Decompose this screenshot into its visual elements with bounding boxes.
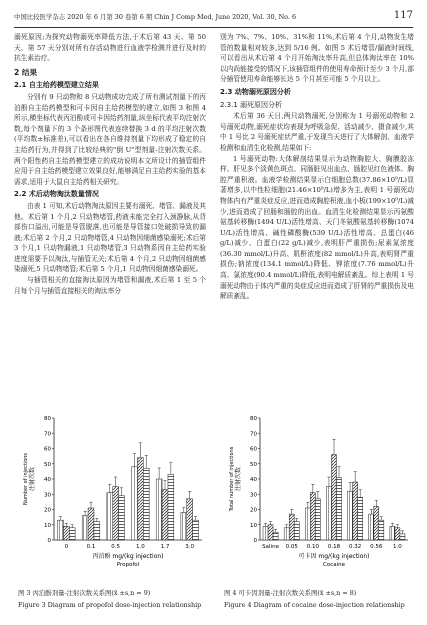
bar [294,522,299,540]
bar [162,490,168,540]
y-tick-label: 50 [44,461,51,468]
figure-4-chart [226,412,416,580]
y-tick-label: 80 [250,416,257,422]
bar [331,455,336,540]
paragraph: 别为 7%、7%、10%、31%和 11%,术后第 4 个月,动物发生堵管的数量相对较多,达到 5/16 例。如图 5 术后堵管/漏液时间线,可以看出从术后第 4 个月开始淘汰率升高,但总体淘汰率在 10%以内尚能接受的情况下,该插管组件的使用寿命预计至少 3 个月,部分插管使用寿命能够长达 5 个月甚至可能 5 个月以上。 [220,33,414,84]
x-axis-label-en: Propofol [116,562,140,568]
bar [379,520,384,540]
x-axis-label-en: Cocaine [323,562,345,568]
bar [119,496,125,540]
bar [88,508,94,540]
x-tick-label: 1.0 [393,544,402,550]
bar [69,528,75,540]
y-tick-label: 40 [250,477,257,483]
x-tick-label: 0.10 [306,544,319,550]
bar [63,526,69,540]
y-tick-label: 60 [250,446,257,453]
bar [58,520,64,540]
bar [315,499,320,540]
bar [390,526,395,540]
y-tick-label: 50 [250,461,257,468]
paragraph: 分别有 9 只动物和 8 只动物成功完成了所有测试剂量下的丙泊酚自主给药模型和可卡因自主给药模型的建立,如图 3 和图 4 所示,横坐标代表丙泊酚或可卡因给药剂量,纵坐标代表平均注射次数,每个剂量下的 3 个条形图代表连续替换 3 d 的平均注射次数(平均数±标准差),可以看出在各自维持剂量下均形成了稳定的自主给药行为,并得到了比较经典的"倒 U"型剂量-注射次数关系。两个阳性药自主给药模型建立的成功说明本文所设计的插管组件应用于自主给药模型建立效果良好,能够满足自主给药实验的基本需求,适用于大鼠自主给药相关研究。 [14,92,206,186]
bar [156,479,162,540]
x-tick-label: 0.1 [86,544,96,550]
bar [193,520,199,540]
x-tick-label: 0.32 [349,544,362,550]
figure-3-caption-en: Figure 3 Diagram of propofol dose-injection relationship [18,601,202,609]
subsection-heading: 2.1 自主给药模型建立结果 [14,81,99,90]
bar [113,487,119,540]
right-column [220,32,414,302]
journal-header: 中国比较医学杂志 2020 年 6 月第 30 卷第 6 期 Chin J Comp Med, June 2020, Vol. 30, No. 6 [14,13,297,21]
bar [187,499,193,540]
bar [284,528,289,540]
bar [374,506,379,540]
x-tick-label: 3.0 [185,544,195,550]
bar [337,477,342,540]
y-axis-label: 注射次数 [235,466,242,492]
bar [94,522,100,540]
bar [168,474,174,540]
x-tick-label: 0.5 [111,544,121,550]
bar [107,493,113,540]
y-tick-label: 70 [250,431,257,438]
subsection-heading: 2.3.1 溺死原因分析 [220,100,283,109]
y-axis-label-en: Total number of injections [229,446,235,512]
bar [273,532,278,540]
x-tick-label: 0.56 [370,544,383,550]
bar [82,516,88,540]
y-axis-label: 注射次数 [29,466,36,492]
bar [263,526,268,540]
bar [143,468,149,540]
y-tick-label: 30 [250,492,257,499]
bar [348,491,353,540]
bar [400,534,405,540]
bar [326,487,331,540]
figure-3-caption-cn: 图 3 丙泊酚剂量-注射次数关系图(x̄ ±s,n = 9) [18,589,151,597]
y-tick-label: 40 [44,477,51,483]
bar [289,514,294,540]
header-rule [14,27,413,28]
x-tick-label: Saline [262,544,279,550]
y-tick-label: 60 [44,446,51,453]
x-tick-label: 0 [64,544,69,550]
y-axis-label-en: Number of injections [23,452,29,506]
x-tick-label: 0.18 [327,544,341,550]
y-tick-label: 80 [44,416,51,422]
x-axis-label: 丙泊酚 mg/(kg injection) [92,553,164,560]
x-tick-label: 1.7 [160,544,170,550]
paragraph: 与插管相关的直接淘汰原因为堵管和漏液,术后第 1 至 5 个月每个月与插管直接相关的淘汰率分 [14,276,206,295]
y-tick-label: 0 [47,538,51,544]
bar [132,467,138,540]
y-tick-label: 10 [250,522,257,529]
bar [358,497,363,540]
y-tick-label: 70 [44,431,51,438]
paragraph: 术后第 36 天日,两只动物溺死,分别称为 1 号溺死动物和 2 号溺死动物,溺死症状均表现为呼吸急促、活动减少、摄食减少,其中 1 号比 2 号溺死症状严重,于发现当天进行了大体解剖、血液学检测和血清生化检测,结果如下: [220,112,414,152]
page-number: 117 [393,10,413,21]
paragraph: 由表 1 可知,术后动物淘汰原因主要有溺死、堵管、漏液及其他。术后第 1 个月,2 只动物堵管,药液未能完全打入颈静脉,从背部伤口溢出,可能是导管脱落,也可能是导管接口处破损导致的漏液;术后第 2 个月,2 只动物堵管,4 只动物因细菌感染溺死;术后第 3 个月,1 只动物漏液,1 只动物堵管,3 只动物系因自主给药实验进度需要予以淘汰,与插管无关;术后第 4 个月,2 只动物因细菌感染溺死,5 只动物堵管;术后第 5 个月,1 只动物因细菌感染溺死。 [14,201,206,274]
paragraph: 溺死原因;为探究动物溺死率降低方法,于术后第 43 天、第 50 天、第 57 天分别对所有存活动物进行血液学检测并进行及时的抗生素治疗。 [14,33,206,63]
figure-4-caption-en: Figure 4 Diagram of cocaine dose-injection relationship [224,601,405,609]
x-tick-label: 0.05 [285,544,298,550]
bar [181,513,187,540]
bar [305,508,310,540]
y-tick-label: 30 [44,492,51,499]
left-column [14,32,206,296]
section-heading: 2 结果 [14,67,38,77]
subsection-heading: 2.2 术后动物淘汰数量情况 [14,190,99,199]
bar [137,458,143,540]
bar [353,482,358,540]
bar [369,514,374,540]
bar [310,493,315,540]
running-header [14,10,413,24]
y-tick-label: 20 [250,507,257,514]
paragraph: 1 号溺死动物:大体解剖结果显示为动物胸腔大、胸膜胶冻样、肝见多个淡黄色斑点、同肠脏见出血点、肠腔见红色液体、胸腔严重积液。血液学检测结果显示白细胞总数(37.86×10⁹/L)显著增多,以中性粒细胞(21.46×10⁹/L)增多为主,表明 1 号溺死动物体内有严重炎症反应,进而造成胸腔积液,血小板(199×10⁹/L)减少,进而造成了回肠和肠腔的出血。血清生化检测结果显示丙氨酸氨基转移酶(1494 U/L)活性增高、天门冬氨酸氨基转移酶(1074 U/L)活性增高、碱性磷酸酶(539 U/L)活性增高、总蛋白(46 g/L)减少、白蛋白(22 g/L)减少,表明肝严重损伤;尿素氮浓度(36.30 mmol/L)升高、肌酐浓度(82 mmol/L)升高,表明肾严重损伤;钠浓度(134.1 mmol/L)降低、钾浓度(7.76 mmol/L)升高、氯浓度(90.4 mmol/L)降低,表明电解质紊乱。综上表明 1 号溺死动物由于体内严重的炎症反应进而造成了肝肾的严重损伤及电解质紊乱。 [220,154,414,301]
bar [395,528,400,540]
y-tick-label: 10 [44,522,51,529]
x-tick-label: 1.0 [135,544,145,550]
bar [268,525,273,540]
x-axis-label: 可卡因 mg/(kg injection) [298,553,370,560]
y-tick-label: 0 [253,538,257,544]
y-tick-label: 20 [44,507,51,514]
figure-3-chart [20,412,210,580]
figure-4-caption-cn: 图 4 可卡因剂量-注射次数关系图(x̄ ±s,n = 8) [224,589,357,597]
subsection-heading: 2.3 动物溺死原因分析 [220,87,291,96]
